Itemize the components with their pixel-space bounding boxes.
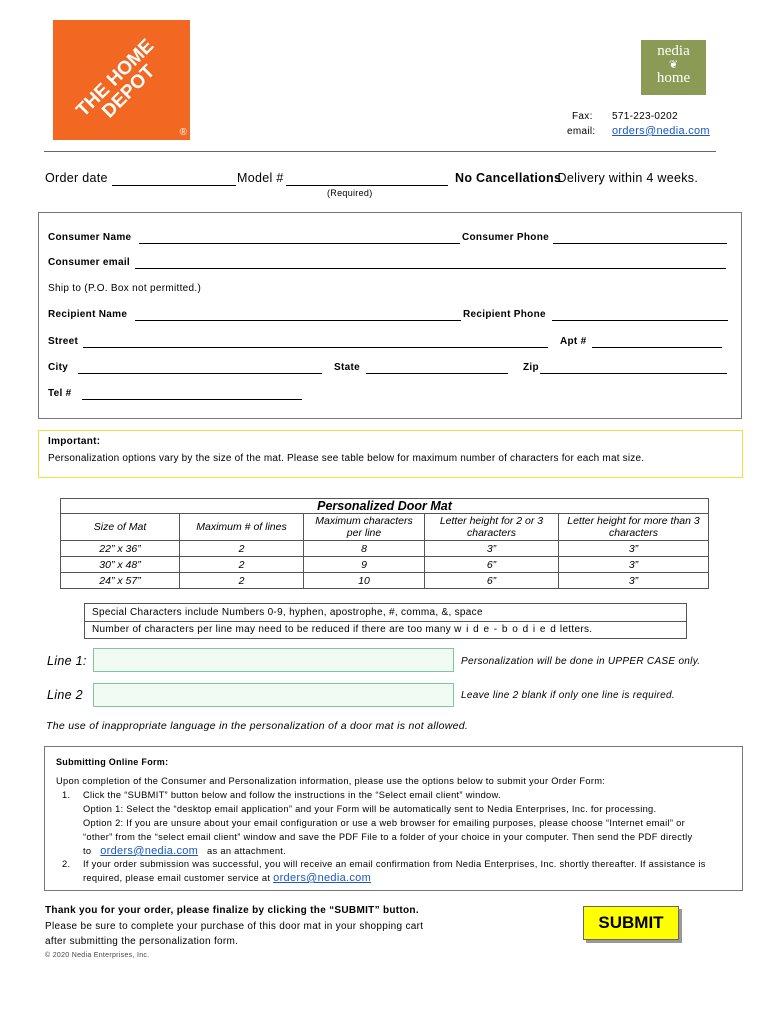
cell-size: 30” x 48” [61, 557, 180, 573]
nedia-home-logo [641, 40, 706, 95]
line2-label: Line 2 [47, 688, 83, 702]
line2-note: Leave line 2 blank if only one line is required. [461, 690, 675, 701]
cell-chars: 10 [304, 573, 425, 589]
city-label: City [48, 362, 69, 373]
wide-note-emphasis: w i d e - b o d i e d [454, 624, 557, 635]
submitting-intro: Upon completion of the Consumer and Personalization information, please use the options below to submit your Order Form: [56, 776, 606, 786]
header-max-chars: Maximum characters per line [304, 514, 425, 541]
wide-note-pre: Number of characters per line may need to be reduced if there are too many [92, 624, 455, 635]
item2-number: 2. [62, 859, 71, 869]
line1-note: Personalization will be done in UPPER CASE only. [461, 656, 701, 667]
fax-label: Fax: [572, 111, 593, 122]
state-field[interactable] [366, 373, 508, 374]
important-text: Personalization options vary by the size of the mat. Please see table below for maximum number of characters for each mat size. [48, 453, 645, 464]
complete-purchase-2: after submitting the personalization form. [45, 936, 239, 947]
important-box [38, 430, 743, 478]
line1-label: Line 1: [47, 654, 87, 668]
option1-text: Option 1: Select the “desktop email application” and your Form will be automatically sent to Nedia Enterprises, Inc. for processing. [83, 804, 657, 814]
street-field[interactable] [83, 347, 548, 348]
thank-you-note: Thank you for your order, please finalize by clicking the “SUBMIT” button. [45, 905, 419, 916]
nedia-logo-line1: nedia [657, 43, 690, 59]
mat-table-title: Personalized Door Mat [61, 499, 709, 514]
consumer-phone-label: Consumer Phone [462, 232, 549, 243]
cell-chars: 8 [304, 541, 425, 557]
submitting-title: Submitting Online Form: [56, 757, 169, 767]
recipient-name-field[interactable] [135, 320, 461, 321]
cell-size: 24” x 57” [61, 573, 180, 589]
cell-lines: 2 [180, 557, 304, 573]
apt-label: Apt # [560, 336, 587, 347]
mat-size-table [60, 498, 709, 589]
special-characters-text: Special Characters include Numbers 0-9, hyphen, apostrophe, #, comma, &, space [92, 607, 483, 618]
item1-number: 1. [62, 790, 71, 800]
tel-label: Tel # [48, 388, 72, 399]
order-date-field[interactable] [112, 185, 236, 186]
header-max-lines: Maximum # of lines [180, 514, 304, 541]
special-divider [85, 621, 686, 622]
header-divider [44, 151, 716, 152]
item2-required: required, please email customer service at [83, 873, 271, 883]
table-row [61, 573, 709, 589]
ship-to-note: Ship to (P.O. Box not permitted.) [48, 283, 202, 294]
item2-text-b [83, 872, 371, 884]
wide-letters-note [92, 624, 592, 635]
language-warning: The use of inappropriate language in the personalization of a door mat is not allowed. [46, 720, 469, 732]
item1-text: Click the “SUBMIT” button below and follow the instructions in the “Select email client” window. [83, 790, 501, 800]
submit-button[interactable]: SUBMIT [583, 906, 679, 940]
no-cancellations: No Cancellations [455, 171, 562, 185]
header-height-2-3: Letter height for 2 or 3 characters [425, 514, 559, 541]
required-note: (Required) [327, 188, 373, 198]
table-row [61, 541, 709, 557]
cell-height-large: 3” [559, 573, 709, 589]
cell-height-large: 3” [559, 541, 709, 557]
option2-email-link[interactable]: orders@nedia.com [100, 845, 199, 857]
fax-value: 571-223-0202 [612, 111, 678, 122]
street-label: Street [48, 336, 79, 347]
model-label: Model # [237, 171, 284, 185]
nedia-logo-line2: home [656, 70, 691, 86]
header-height-more: Letter height for more than 3 characters [559, 514, 709, 541]
cell-lines: 2 [180, 573, 304, 589]
line1-input[interactable] [93, 648, 454, 672]
recipient-phone-label: Recipient Phone [463, 309, 546, 320]
state-label: State [334, 362, 360, 373]
zip-field[interactable] [540, 373, 727, 374]
cell-size: 22” x 36” [61, 541, 180, 557]
option2-attachment: as an attachment. [207, 846, 287, 856]
cell-height-small: 6” [425, 557, 559, 573]
cell-height-small: 6” [425, 573, 559, 589]
header-size: Size of Mat [61, 514, 180, 541]
recipient-name-label: Recipient Name [48, 309, 128, 320]
item2-text-a: If your order submission was successful, you will receive an email confirmation from Nedia Enterprises, Inc. shortly thereafter. If assistance is [83, 859, 706, 869]
zip-label: Zip [523, 362, 539, 373]
cell-lines: 2 [180, 541, 304, 557]
important-title: Important: [48, 436, 101, 447]
special-characters-box [84, 603, 687, 639]
city-field[interactable] [78, 373, 322, 374]
table-row [61, 557, 709, 573]
registered-mark: ® [179, 127, 187, 138]
line2-input[interactable] [93, 683, 454, 707]
recipient-phone-field[interactable] [552, 320, 728, 321]
order-date-label: Order date [45, 171, 108, 185]
wide-note-post: letters. [556, 624, 593, 635]
option2-to: to [83, 846, 92, 856]
item2-email-link[interactable]: orders@nedia.com [273, 872, 372, 884]
laurel-icon: ❦ [668, 59, 679, 71]
apt-field[interactable] [592, 347, 722, 348]
contact-email-link[interactable]: orders@nedia.com [612, 125, 710, 137]
home-depot-logo-text: THE HOME DEPOT [72, 35, 160, 123]
model-field[interactable] [286, 185, 448, 186]
consumer-email-field[interactable] [135, 268, 726, 269]
consumer-name-label: Consumer Name [48, 232, 132, 243]
tel-field[interactable] [82, 399, 302, 400]
option2-text-a: Option 2: If you are unsure about your email configuration or use a web browser for emailing purposes, please choose “Internet email” or [83, 818, 686, 828]
delivery-note: . Delivery within 4 weeks. [550, 171, 699, 185]
consumer-email-label: Consumer email [48, 257, 131, 268]
option2-text-b: “other” from the “select email client” window and save the PDF File to a folder of your choice in your computer. Then send the PDF directly [83, 832, 693, 842]
cell-height-small: 3” [425, 541, 559, 557]
consumer-phone-field[interactable] [553, 243, 727, 244]
cell-height-large: 3” [559, 557, 709, 573]
cell-chars: 9 [304, 557, 425, 573]
option2-text-c [83, 845, 286, 857]
home-depot-logo [53, 20, 190, 140]
email-label: email: [567, 126, 596, 137]
complete-purchase-1: Please be sure to complete your purchase of this door mat in your shopping cart [45, 921, 424, 932]
copyright: © 2020 Nedia Enterprises, Inc. [45, 952, 150, 959]
consumer-name-field[interactable] [139, 243, 460, 244]
